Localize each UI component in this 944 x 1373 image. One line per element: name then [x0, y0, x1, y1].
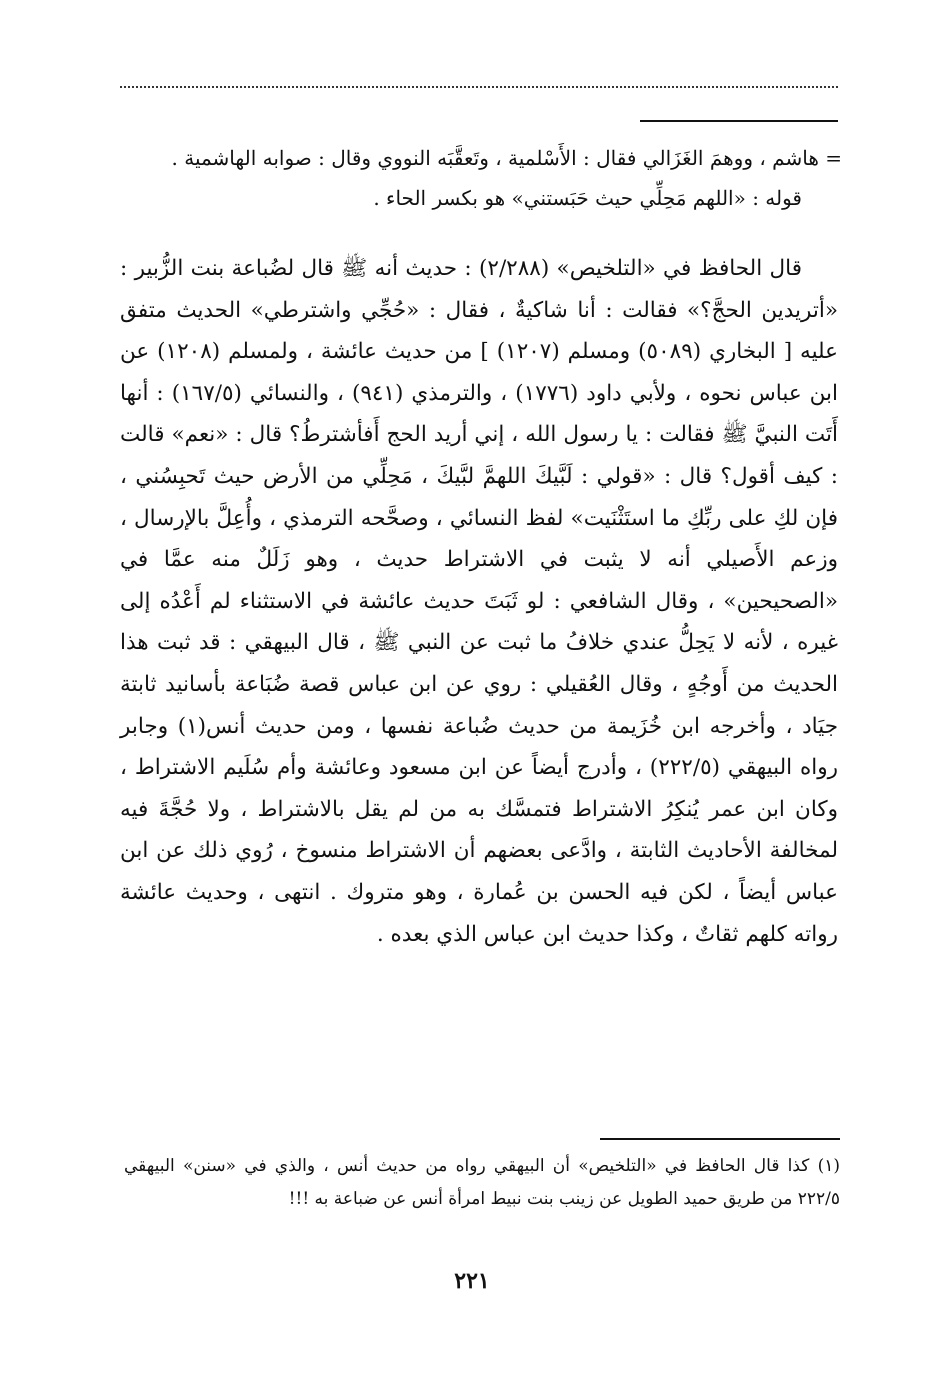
footnote-rule [600, 1138, 840, 1140]
page-number: ٢٢١ [454, 1268, 490, 1294]
continued-footnote-rule [640, 120, 838, 122]
continued-footnote-line-1: = هاشم ، ووهمَ الغَزَالي فقال : الأَسْلمية ، وتَعقَّبَه النووي وقال : صوابه الهاشمية . [171, 146, 842, 170]
continued-footnote [120, 138, 842, 218]
header-dotted-rule [120, 86, 838, 88]
continued-footnote-line-2: قوله : «اللهم مَحِلِّي حيث حَبَستني» هو بكسر الحاء . [373, 186, 802, 210]
footnote-text: (١) كذا قال الحافظ في «التلخيص» أن البيهقي رواه من حديث أنس ، والذي في «سنن» البيهقي ٢٢٢/٥ من طريق حميد الطويل عن زينب بنت نبيط امرأة أنس عن ضباعة به !!! [124, 1156, 840, 1209]
footnote [124, 1150, 840, 1216]
main-paragraph: قال الحافظ في «التلخيص» (٢/٢٨٨) : حديث أنه ﷺ قال لضُباعة بنت الزُّبير : «أتريدين الحجَّ؟» فقالت : أنا شاكيةٌ ، فقال : «حُجِّي واشترطي» الحديث متفق عليه [ البخاري (٥٠٨٩) ومسلم (١٢٠٧) ] من حديث عائشة ، ولمسلم (١٢٠٨) عن ابن عباس نحوه ، ولأبي داود (١٧٧٦) ، والترمذي (٩٤١) ، والنسائي (١٦٧/٥) : أنها أَتَت النبيَّ ﷺ فقالت : يا رسول الله ، إني أريد الحج أَفأشترطُ؟ قال : «نعم» قالت : كيف أقول؟ قال : «قولي : لَبَّيكَ اللهمَّ لبَّيكَ ، مَحِلِّي من الأرض حيث تَحبِسُني ، فإن لكِ على ربِّكِ ما استَثْنَيت» لفظ النسائي ، وصحَّحه الترمذي ، وأُعِلَّ بالإرسال ، وزعم الأَصيلي أنه لا يثبت في الاشتراط حديث ، وهو زَلَلٌ منه عمَّا في «الصحيحين» ، وقال الشافعي : لو ثَبَتَ حديث عائشة في الاستثناء لم أَعْدُه إلى غيره ، لأنه لا يَحِلُّ عندي خلافُ ما ثبت عن النبي ﷺ ، قال البيهقي : قد ثبت هذا الحديث من أَوجُهٍ ، وقال العُقيلي : روي عن ابن عباس قصة ضُبَاعة بأسانيد ثابتة جيَاد ، وأخرجه ابن خُزَيمة من حديث ضُباعة نفسها ، ومن حديث أنس(١) وجابر رواه البيهقي (٢٢٢/٥) ، وأدرج أيضاً عن ابن مسعود وعائشة وأم سُلَيم الاشتراط ، وكان ابن عمر يُنكِرُ الاشتراط فتمسَّك به من لم يقل بالاشتراط ، ولا حُجَّةَ فيه لمخالفة الأحاديث الثابتة ، وادَّعى بعضهم أن الاشتراط منسوخ ، رُوي ذلك عن ابن عباس أيضاً ، لكن فيه الحسن بن عُمارة ، وهو متروك . انتهى ، وحديث عائشة رواته كلهم ثقاتٌ ، وكذا حديث ابن عباس الذي بعده . [120, 256, 839, 947]
main-text [120, 248, 838, 955]
